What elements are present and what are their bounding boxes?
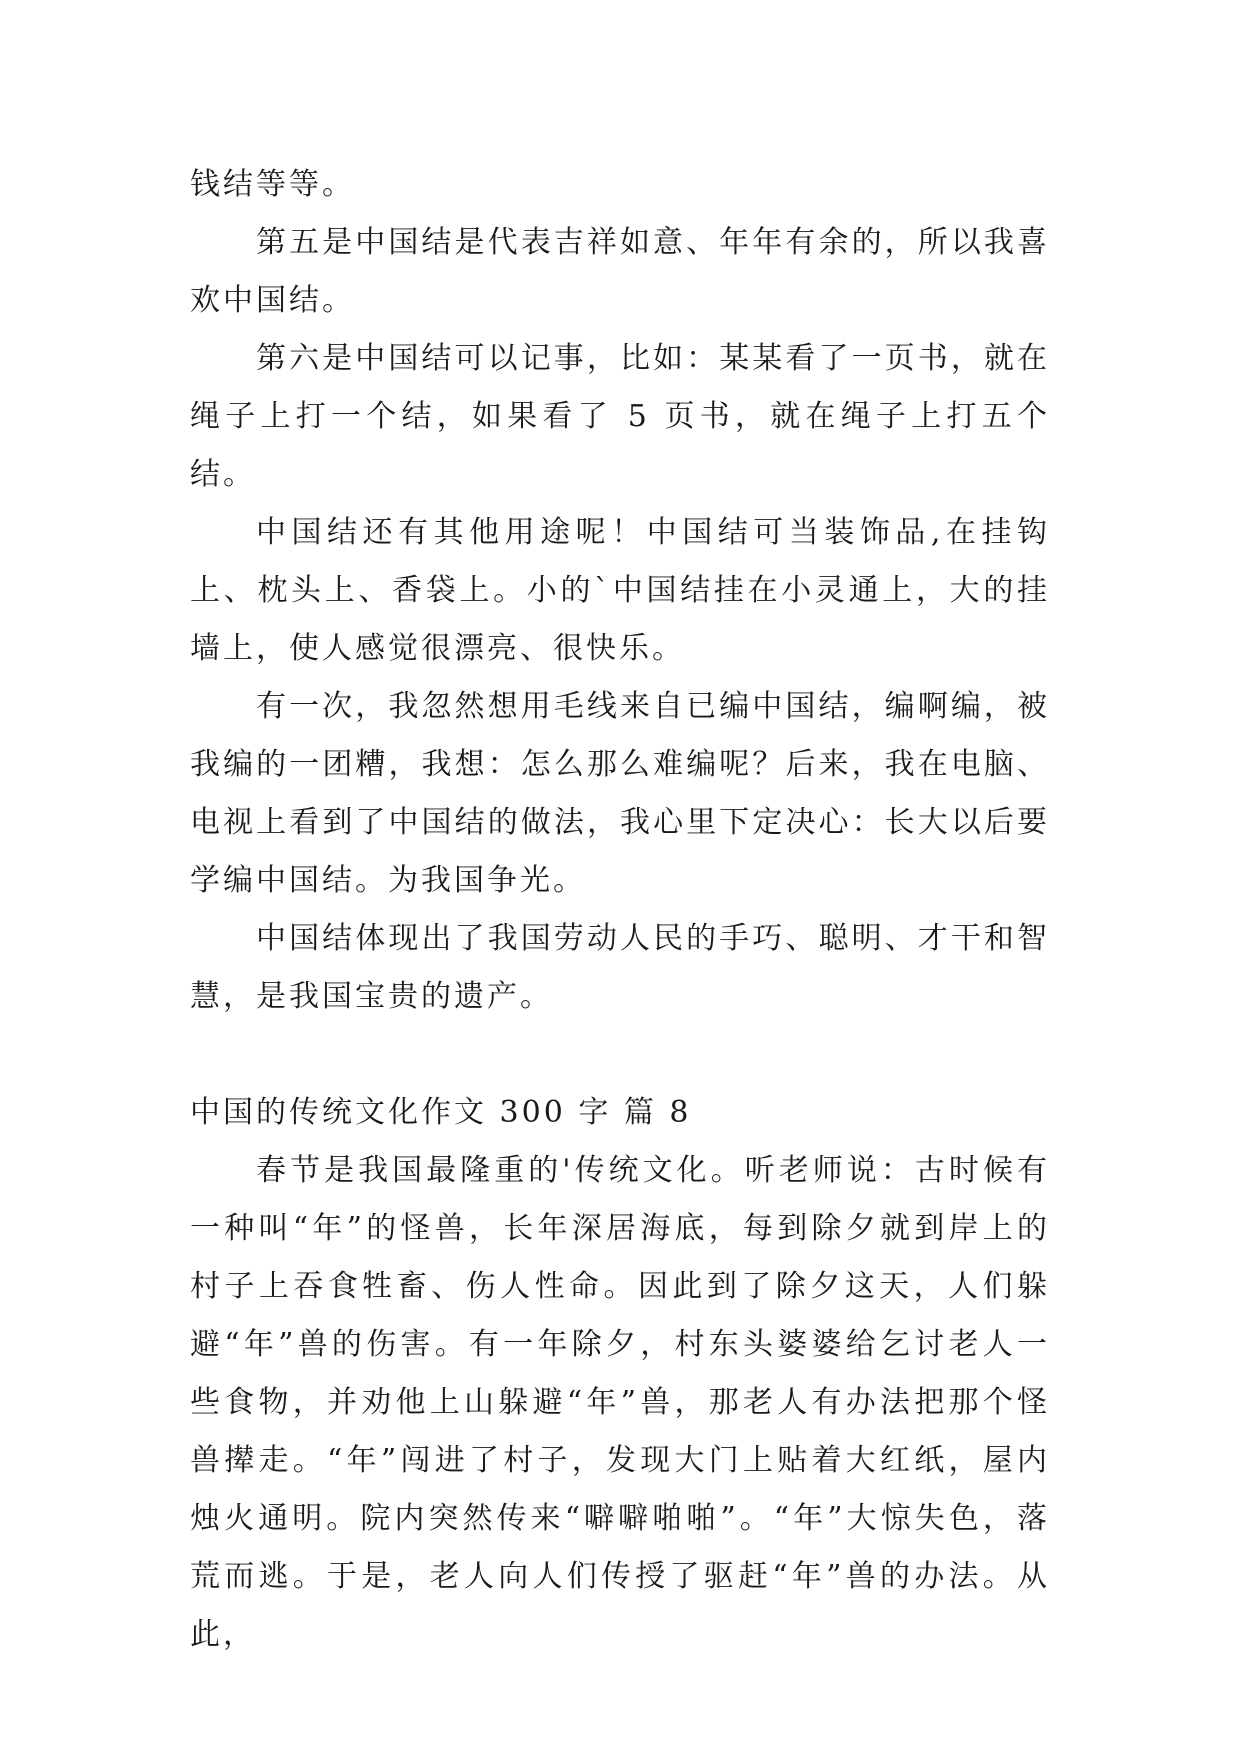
paragraph-fifth-reason: 第五是中国结是代表吉祥如意、年年有余的，所以我喜欢中国结。	[190, 225, 1050, 318]
paragraph-continuation: 钱结等等。	[190, 167, 355, 202]
paragraph-spring-festival: 春节是我国最隆重的'传统文化。听老师说：古时候有一种叫“年”的怪兽，长年深居海底，每到除夕就到岸上的村子上吞食牲畜、伤人性命。因此到了除夕这天，人们躲避“年”兽的伤害。有一年除夕，村东头婆婆给乞讨老人一些食物，并劝他上山躲避“年”兽，那老人有办法把那个怪兽撵走。“年”闯进了村子，发现大门上贴着大红纸，屋内烛火通明。院内突然传来“噼噼啪啪”。“年”大惊失色，落荒而逃。于是，老人向人们传授了驱赶“年”兽的办法。从此，	[190, 1153, 1050, 1652]
document-body	[190, 156, 1050, 1664]
paragraph-other-uses: 中国结还有其他用途呢！中国结可当装饰品,在挂钩上、枕头上、香袋上。小的`中国结挂在小灵通上，大的挂墙上，使人感觉很漂亮、很快乐。	[190, 515, 1050, 666]
section-title: 中国的传统文化作文 300 字 篇 8	[190, 1095, 692, 1130]
paragraph-conclusion: 中国结体现出了我国劳动人民的手巧、聪明、才干和智慧，是我国宝贵的遗产。	[190, 921, 1050, 1014]
paragraph-sixth-reason: 第六是中国结可以记事，比如：某某看了一页书，就在绳子上打一个结，如果看了 5 页书，就在绳子上打五个结。	[190, 341, 1050, 492]
paragraph-weaving-attempt: 有一次，我忽然想用毛线来自已编中国结，编啊编，被我编的一团糟，我想：怎么那么难编呢？后来，我在电脑、电视上看到了中国结的做法，我心里下定决心：长大以后要学编中国结。为我国争光。	[190, 689, 1050, 898]
